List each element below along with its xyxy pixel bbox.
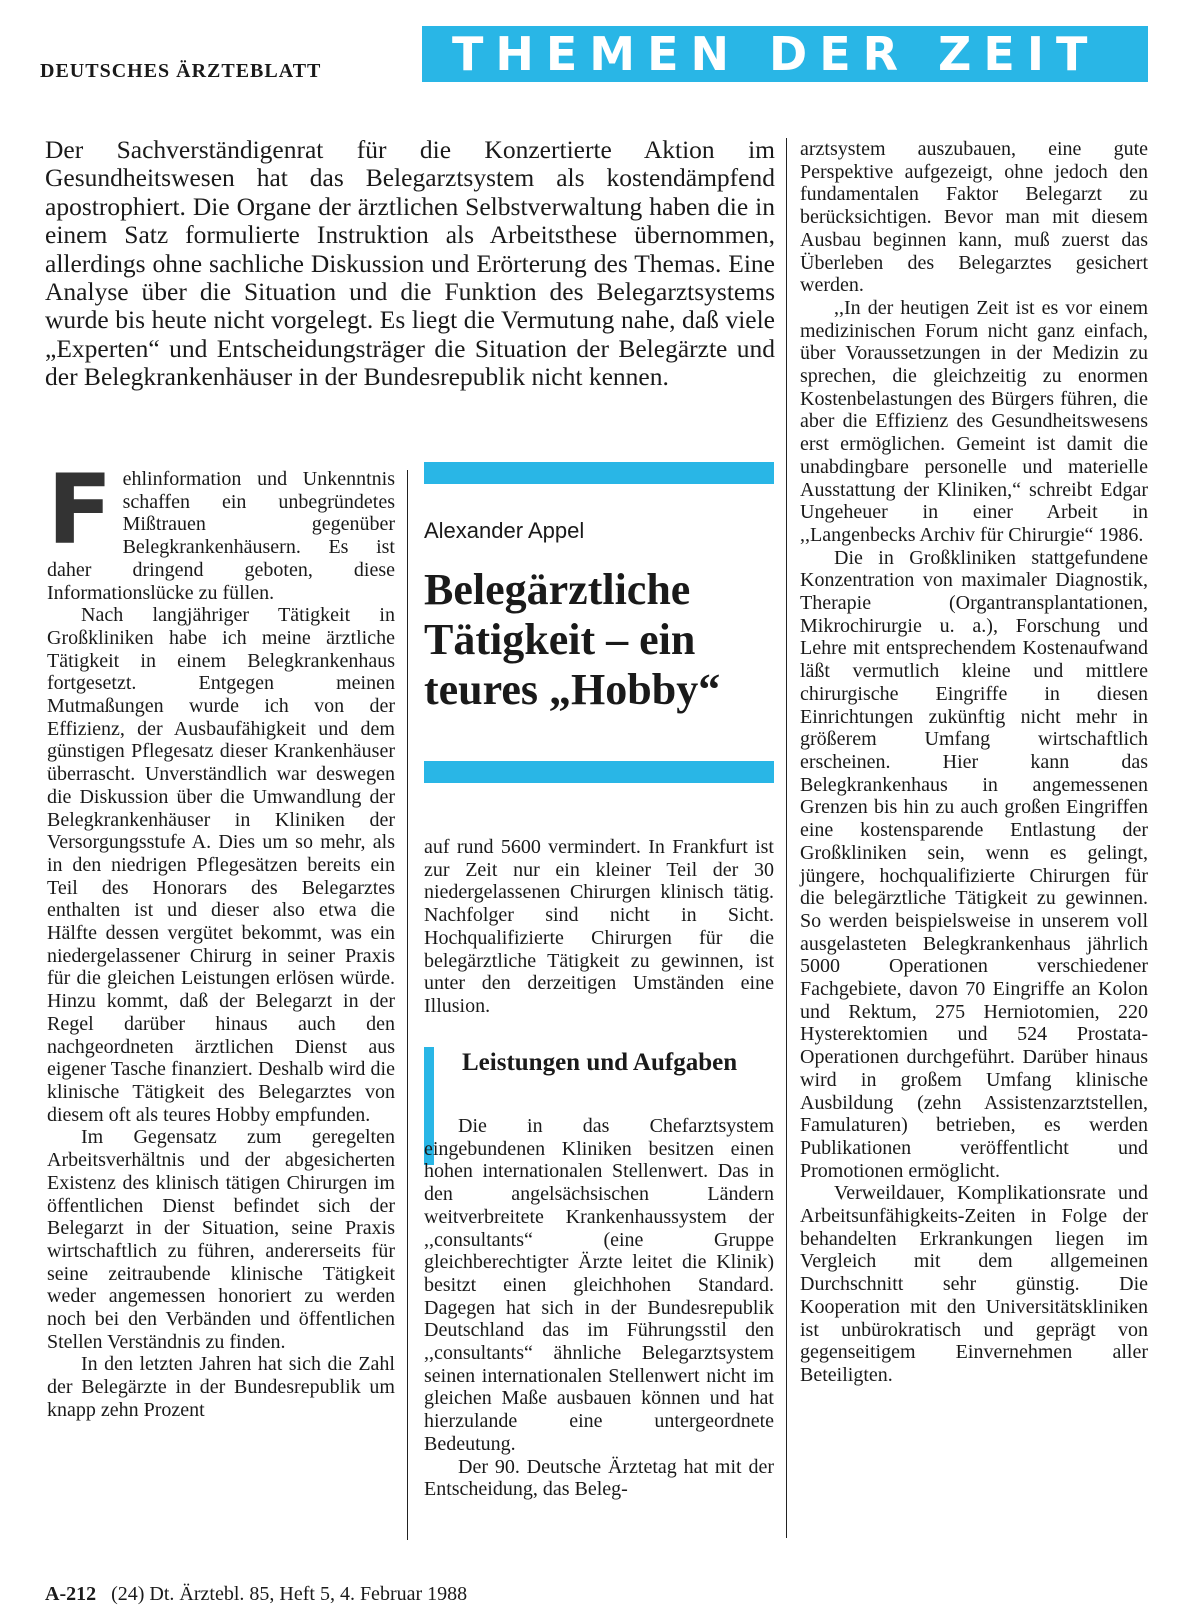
article-title: Belegärztliche Tätigkeit – ein teures „Hobby“ — [424, 565, 721, 714]
journal-name: DEUTSCHES ÄRZTEBLATT — [40, 60, 322, 82]
col1-first-text: ehlinformation und Unkenntnis schaffen ein unbegründetes Mißtrauen gegenüber Belegkrankenhäusern. Es ist daher dringend geboten, diese Informationslücke zu füllen. — [47, 468, 395, 604]
page-number: A-212 — [45, 1583, 97, 1605]
col3-paragraph: ,,In der heutigen Zeit ist es vor einem medizinischen Forum nicht ganz einfach, über Voraussetzungen in der Medizin zu sprechen, die gleichzeitig zu enormen Kostenbelastungen des Bürgers führen, die aber die Effizienz des Gesundheitswesens erst ermöglichen. Gemeint ist damit die unabdingbare personelle und materielle Ausstattung der Kliniken,“ schreibt Edgar Ungeheuer in einer Arbeit in ,,Langenbecks Archiv für Chirurgie“ 1986. — [800, 296, 1148, 546]
column-rule-left — [407, 470, 408, 1540]
col2-paragraph: auf rund 5600 vermindert. In Frankfurt ist zur Zeit nur ein kleiner Teil der 30 niedergelassenen Chirurgen klinisch tätig. Nachfolger sind nicht in Sicht. Hochqualifizierte Chirurgen für die belegärztliche Tätigkeit zu gewinnen, ist unter den derzeitigen Umständen eine Illusion. — [424, 836, 774, 1017]
col2-paragraph: Die in das Chefarztsystem eingebundenen Kliniken besitzen einen hohen internationalen Stellenwert. Das in den angelsächsischen Ländern weitverbreitete Krankenhaussystem der ,,consultants“ (eine Gruppe gleichberechtigter Ärzte leitet die Klinik) besitzt einen gleichhohen Standard. Dagegen hat sich in der Bundesrepublik Deutschland das im Führungsstil den ,,consultants“ ähnliche Belegarztsystem seinen internationalen Stellenwert nicht im gleichen Maße ausbauen können und hat hierzulande eine untergeordnete Bedeutung. — [424, 1115, 774, 1455]
article-column-1 — [47, 454, 395, 1422]
subheading: Leistungen und Aufgaben — [462, 1049, 738, 1076]
lead-text: Der Sachverständigenrat für die Konzertierte Aktion im Gesundheitswesen hat das Belegarztsystem als kostendämpfend apostrophiert. Die Organe der ärztlichen Selbstverwaltung haben die in einem Satz formulierte Instruktion als Arbeitsthese übernommen, allerdings ohne sachliche Diskussion und Erörterung des Themas. Eine Analyse über die Situation und die Funktion des Belegarztsystems wurde bis heute nicht vorgelegt. Es liegt die Vermutung nahe, daß viele „Experten“ und Entscheidungsträger die Situation der Belegärzte und der Belegkrankenhäuser in der Bundesrepublik nicht kennen. — [45, 135, 775, 392]
col1-paragraph: Nach langjähriger Tätigkeit in Großkliniken habe ich meine ärztliche Tätigkeit in einem Belegkrankenhaus fortgesetzt. Entgegen meinen Mutmaßungen wurde ich von der Effizienz, der Ausbaufähigkeit und dem günstigen Pflegesatz dieser Krankenhäuser überrascht. Unverständlich war deswegen die Diskussion über die Umwandlung der Belegkrankenhäuser in Kliniken der Versorgungsstufe A. Dies um so mehr, als in den niedrigen Pflegesätzen bereits ein Teil des Honorars des Belegarztes enthalten ist und dieser also etwa die Hälfte dessen vergütet bekommt, was ein niedergelassener Chirurg in seiner Praxis für die gleichen Leistungen erlösen würde. Hinzu kommt, daß der Belegarzt in der Regel darüber hinaus auch den nachgeordneten ärztlichen Dienst aus eigener Tasche finanziert. Deshalb wird die klinische Tätigkeit des Belegarztes von diesem oft als teures Hobby empfunden. — [47, 604, 395, 1126]
article-column-2-top — [424, 836, 774, 1018]
col1-paragraph — [47, 454, 395, 604]
section-banner — [422, 26, 1148, 82]
column-rule-right — [786, 138, 787, 1538]
citation: (24) Dt. Ärztebl. 85, Heft 5, 4. Februar 1988 — [111, 1583, 468, 1605]
article-author: Alexander Appel — [424, 518, 585, 543]
col1-paragraph: Im Gegensatz zum geregelten Arbeitsverhältnis und der abgesicherten Existenz des klinisch tätigen Chirurgen im öffentlichen Dienst befindet sich der Belegarzt in der Situation, seine Praxis wirtschaftlich zu führen, andererseits für seine zeitraubende klinische Tätigkeit weder angemessen honoriert zu werden noch bei den Verbänden und öffentlichen Stellen Verständnis zu finden. — [47, 1126, 395, 1353]
col1-paragraph: In den letzten Jahren hat sich die Zahl der Belegärzte in der Bundesrepublik um knapp zehn Prozent — [47, 1353, 395, 1421]
title-bar-top — [424, 462, 774, 484]
page-footer — [45, 1583, 467, 1606]
col3-paragraph: Verweildauer, Komplikationsrate und Arbeitsunfähigkeits-Zeiten in Folge der behandelten Erkrankungen liegen im Vergleich mit dem allgemeinen Durchschnitt sehr günstig. Die Kooperation mit den Universitätskliniken ist unbürokratisch und geprägt von gegenseitigem Einvernehmen aller Beteiligten. — [800, 1182, 1148, 1386]
drop-cap: F — [47, 454, 113, 566]
article-column-3 — [800, 138, 1148, 1387]
article-column-2-bottom — [424, 1115, 774, 1501]
col3-paragraph: arztsystem auszubauen, eine gute Perspektive aufgezeigt, ohne jedoch den fundamentalen Faktor Belegarzt zu berücksichtigen. Bevor man mit diesem Ausbau beginnen kann, muß zuerst das Überleben des Belegarztes gesichert werden. — [800, 138, 1148, 297]
lead-paragraph — [45, 136, 775, 392]
title-bar-bottom — [424, 761, 774, 783]
col3-paragraph: Die in Großkliniken stattgefundene Konzentration von maximaler Diagnostik, Therapie (Organtransplantationen, Mikrochirurgie u. a.), Forschung und Lehre mit entsprechendem Kostenaufwand läßt vermutlich kleine und mittlere chirurgische Eingriffe in diesen Einrichtungen zukünftig nicht mehr in größerem Umfang wirtschaftlich erscheinen. Hier kann das Belegkrankenhaus in angemessenen Grenzen bis hin zu auch großen Eingriffen eine kostensparende Entlastung der Großkliniken sein, wenn es gelingt, jüngere, hochqualifizierte Chirurgen für die belegärztliche Tätigkeit zu gewinnen. So werden beispielsweise in unserem voll ausgelasteten Belegkrankenhaus jährlich 5000 Operationen verschiedener Fachgebiete, davon 70 Eingriffe an Kolon und Rektum, 275 Herniotomien, 220 Hysterektomien und 524 Prostata-Operationen durchgeführt. Darüber hinaus wird in großem Umfang klinische Ausbildung (zehn Assistenzarztstellen, Famulaturen) betrieben, es werden Publikationen veröffentlicht und Promotionen ermöglicht. — [800, 546, 1148, 1182]
col2-paragraph: Der 90. Deutsche Ärztetag hat mit der Entscheidung, das Beleg- — [424, 1455, 774, 1501]
section-banner-text: THEMEN DER ZEIT — [452, 27, 1100, 81]
